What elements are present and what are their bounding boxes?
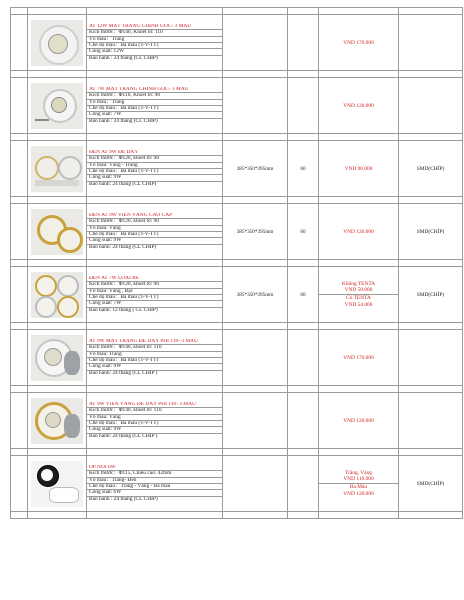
chip-type-cell: SMD(CHÍP): [399, 204, 463, 260]
spec-size: Kích thước：Φ140, khoét lỗ: 110: [87, 345, 222, 351]
carton-size-cell: 385*350*395mm: [223, 204, 288, 260]
spec-warranty: Bảo hành: 24 tháng (CL CHÍP): [89, 181, 157, 187]
spec-power: Công suất: 9W: [87, 427, 222, 433]
spec-size: Kích thước：Φ140, khoét lỗ: 110: [87, 408, 222, 414]
product-row: [11, 141, 463, 197]
spec-shell-color: Vỏ màu：Trắng: [87, 100, 222, 106]
table-header-row: [11, 8, 463, 15]
product-title: ĐÈN AT 7W LOẠI RẺ: [87, 276, 222, 282]
product-row: [11, 456, 463, 512]
carton-size-cell: [223, 456, 288, 512]
spec-size: Kích thước：Φ115, Chiều cao: 42mm: [87, 471, 222, 477]
spec-warranty: Bảo hành : 24 tháng (CL CHÍP): [89, 118, 158, 124]
spec-warranty: Bảo hành: 12 tháng ( CL CHÍP): [89, 307, 158, 313]
downlight-pair-icon: [31, 146, 83, 192]
price-white-warm: Trắng, Vàng VND 110.000: [319, 470, 398, 485]
spec-color-mode: Chế độ màu：Trắng - Vàng - Ba màu: [87, 484, 222, 490]
product-table: [10, 7, 463, 519]
spec-shell-color: Vỏ màu: Vàng: [87, 415, 222, 421]
spec-warranty: Bảo hành: 24 tháng (CL CHÍP): [89, 244, 157, 250]
quantity-cell: 60: [288, 204, 319, 260]
spacer-row: [11, 134, 463, 141]
quantity-cell: [288, 393, 319, 449]
row-index-cell: [11, 141, 28, 197]
price-without-tenta: Không TENTA VND 50.000: [319, 281, 398, 296]
product-spec-cell: [87, 330, 223, 386]
product-spec-cell: [87, 204, 223, 260]
downlight-gold-thick-icon: [31, 398, 83, 444]
product-row: [11, 15, 463, 71]
spec-warranty: Bảo hành : 24 tháng (CL CHÍP): [89, 55, 158, 61]
product-row: [11, 393, 463, 449]
product-title: AT 9W VIỀN VÀNG ĐẾ DÀY PHI 110- 3 MÀU: [87, 402, 222, 408]
chip-type-cell: [399, 393, 463, 449]
chip-type-cell: [399, 78, 463, 134]
spacer-row: [11, 512, 463, 519]
spec-color-mode: Chế độ màu：Ba màu (T-V-TT): [87, 421, 222, 427]
chip-type-cell: [399, 15, 463, 71]
spec-shell-color: Vỏ màu: Vàng: [87, 226, 222, 232]
product-image-cell: [28, 78, 87, 134]
spec-shell-color: Vỏ màu：Trắng: [87, 37, 222, 43]
spec-color-mode: Chế độ màu：Ba màu (T-V-TT): [87, 43, 222, 49]
spec-warranty: Bảo hành : 24 tháng (CL CHÍP): [89, 496, 158, 502]
price-cell: VND 120.000: [319, 393, 399, 449]
downlight-thick-base-icon: [31, 335, 83, 381]
row-index-cell: [11, 15, 28, 71]
product-image-cell: [28, 330, 87, 386]
product-image-cell: [28, 141, 87, 197]
product-spec-cell: [87, 141, 223, 197]
quantity-cell: [288, 78, 319, 134]
chip-type-cell: SMD(CHÍP): [399, 141, 463, 197]
spec-size: Kích thước：Φ140, Khoét lỗ: 110: [87, 30, 222, 36]
product-spec-cell: [87, 78, 223, 134]
row-index-cell: [11, 204, 28, 260]
chip-type-cell: SMD(CHÍP): [399, 456, 463, 512]
spec-shell-color: Vỏ màu: Vàng - Trắng: [87, 163, 222, 169]
recessed-downlight-white-icon: [31, 83, 83, 129]
quantity-cell: 60: [288, 267, 319, 323]
price-cell: [319, 267, 399, 323]
spacer-row: [11, 449, 463, 456]
spacer-row: [11, 71, 463, 78]
spec-power: Công suất: 9W: [87, 238, 222, 244]
spec-color-mode: Chế độ màu：Ba màu (T-V-TT): [87, 169, 222, 175]
product-title: AT 12W MẶT TRẮNG CHỈNH GÓC- 3 MÀU: [87, 24, 222, 30]
row-index-cell: [11, 267, 28, 323]
product-image-cell: [28, 267, 87, 323]
carton-size-cell: [223, 330, 288, 386]
spec-power: Công suất: 9W: [87, 364, 222, 370]
row-index-cell: [11, 330, 28, 386]
spacer-row: [11, 386, 463, 393]
spec-power: Công suất: 12W: [87, 49, 222, 55]
spec-power: Công suất: 6W: [87, 490, 222, 496]
row-index-cell: [11, 393, 28, 449]
product-title: AT 7W MẶT TRẮNG CHỈNH GÓC- 3 MÀU: [87, 87, 222, 93]
price-cell: VND 120.000: [319, 204, 399, 260]
carton-size-cell: [223, 393, 288, 449]
product-image-cell: [28, 393, 87, 449]
spec-color-mode: Chế độ màu：Ba màu (T-V-TT): [87, 295, 222, 301]
product-image-cell: [28, 204, 87, 260]
spec-power: Công suất: 9W: [87, 175, 222, 181]
carton-size-cell: 385*350*395mm: [223, 141, 288, 197]
row-index-cell: [11, 78, 28, 134]
spec-color-mode: Chế độ màu：Ba màu (T-V-TT): [87, 232, 222, 238]
price-cell: VND 170.000: [319, 330, 399, 386]
carton-size-cell: 385*350*395mm: [223, 267, 288, 323]
product-title: AT 9W MẶT TRẮNG ĐẾ DÀY PHI 110- 3 MÀU: [87, 339, 222, 345]
spacer-row: [11, 323, 463, 330]
product-spec-cell: [87, 15, 223, 71]
spacer-row: [11, 197, 463, 204]
spec-warranty: Bảo hành: 24 tháng (CL CHÍP ): [89, 370, 158, 376]
chip-type-cell: SMD(CHÍP): [399, 267, 463, 323]
row-index-cell: [11, 456, 28, 512]
spec-warranty: Bảo hành: 24 tháng (CL CHÍP ): [89, 433, 158, 439]
product-row: [11, 330, 463, 386]
product-title: ĐÈN AT 9W VIỀN VÀNG CAO CẤP: [87, 213, 222, 219]
spec-shell-color: Vỏ màu：Trắng- Đen: [87, 478, 222, 484]
product-image-cell: [28, 15, 87, 71]
price-with-tenta: Có TENTA VND 54.000: [344, 295, 373, 308]
product-title: ỐP NỔI 6W: [87, 465, 222, 471]
carton-size-cell: [223, 15, 288, 71]
spec-power: Công suất: 7W: [87, 301, 222, 307]
price-cell: [319, 456, 399, 512]
recessed-downlight-white-icon: [31, 20, 83, 66]
carton-size-cell: [223, 78, 288, 134]
spec-color-mode: Chế độ màu：Ba màu (T-V-TT): [87, 106, 222, 112]
spec-size: Kích thước：Φ110, Khoét lỗ: 90: [87, 93, 222, 99]
spec-shell-color: Vỏ màu: Trắng: [87, 352, 222, 358]
spacer-row: [11, 260, 463, 267]
quantity-cell: 60: [288, 141, 319, 197]
product-row: [11, 204, 463, 260]
product-spec-cell: [87, 456, 223, 512]
price-cell: VND 120.000: [319, 78, 399, 134]
price-cell: VND 170.000: [319, 15, 399, 71]
product-spec-cell: [87, 393, 223, 449]
spec-size: Kích thước：Φ120, khoét lỗ: 90: [87, 219, 222, 225]
product-spec-cell: [87, 267, 223, 323]
spec-color-mode: Chế độ màu：Ba màu (T-V-TT): [87, 358, 222, 364]
spec-size: Kích thước：Φ120, khoét lỗ: 90: [87, 282, 222, 288]
spec-shell-color: Vỏ màu: Vàng , Bạc: [87, 289, 222, 295]
downlight-budget-icon: [31, 272, 83, 318]
quantity-cell: [288, 456, 319, 512]
spec-size: Kích thước：Φ120, khoét lỗ: 90: [87, 156, 222, 162]
spec-power: Công suất: 7W: [87, 112, 222, 118]
price-tricolor: Ba Màu VND 120.000: [343, 484, 374, 497]
product-row: [11, 267, 463, 323]
surface-mount-light-icon: [31, 461, 83, 507]
downlight-gold-rim-icon: [31, 209, 83, 255]
chip-type-cell: [399, 330, 463, 386]
price-cell: VND 90.000: [319, 141, 399, 197]
product-row: [11, 78, 463, 134]
quantity-cell: [288, 15, 319, 71]
product-title: ĐÈN AT 9W ĐẾ DÀY: [87, 150, 222, 156]
quantity-cell: [288, 330, 319, 386]
product-image-cell: [28, 456, 87, 512]
